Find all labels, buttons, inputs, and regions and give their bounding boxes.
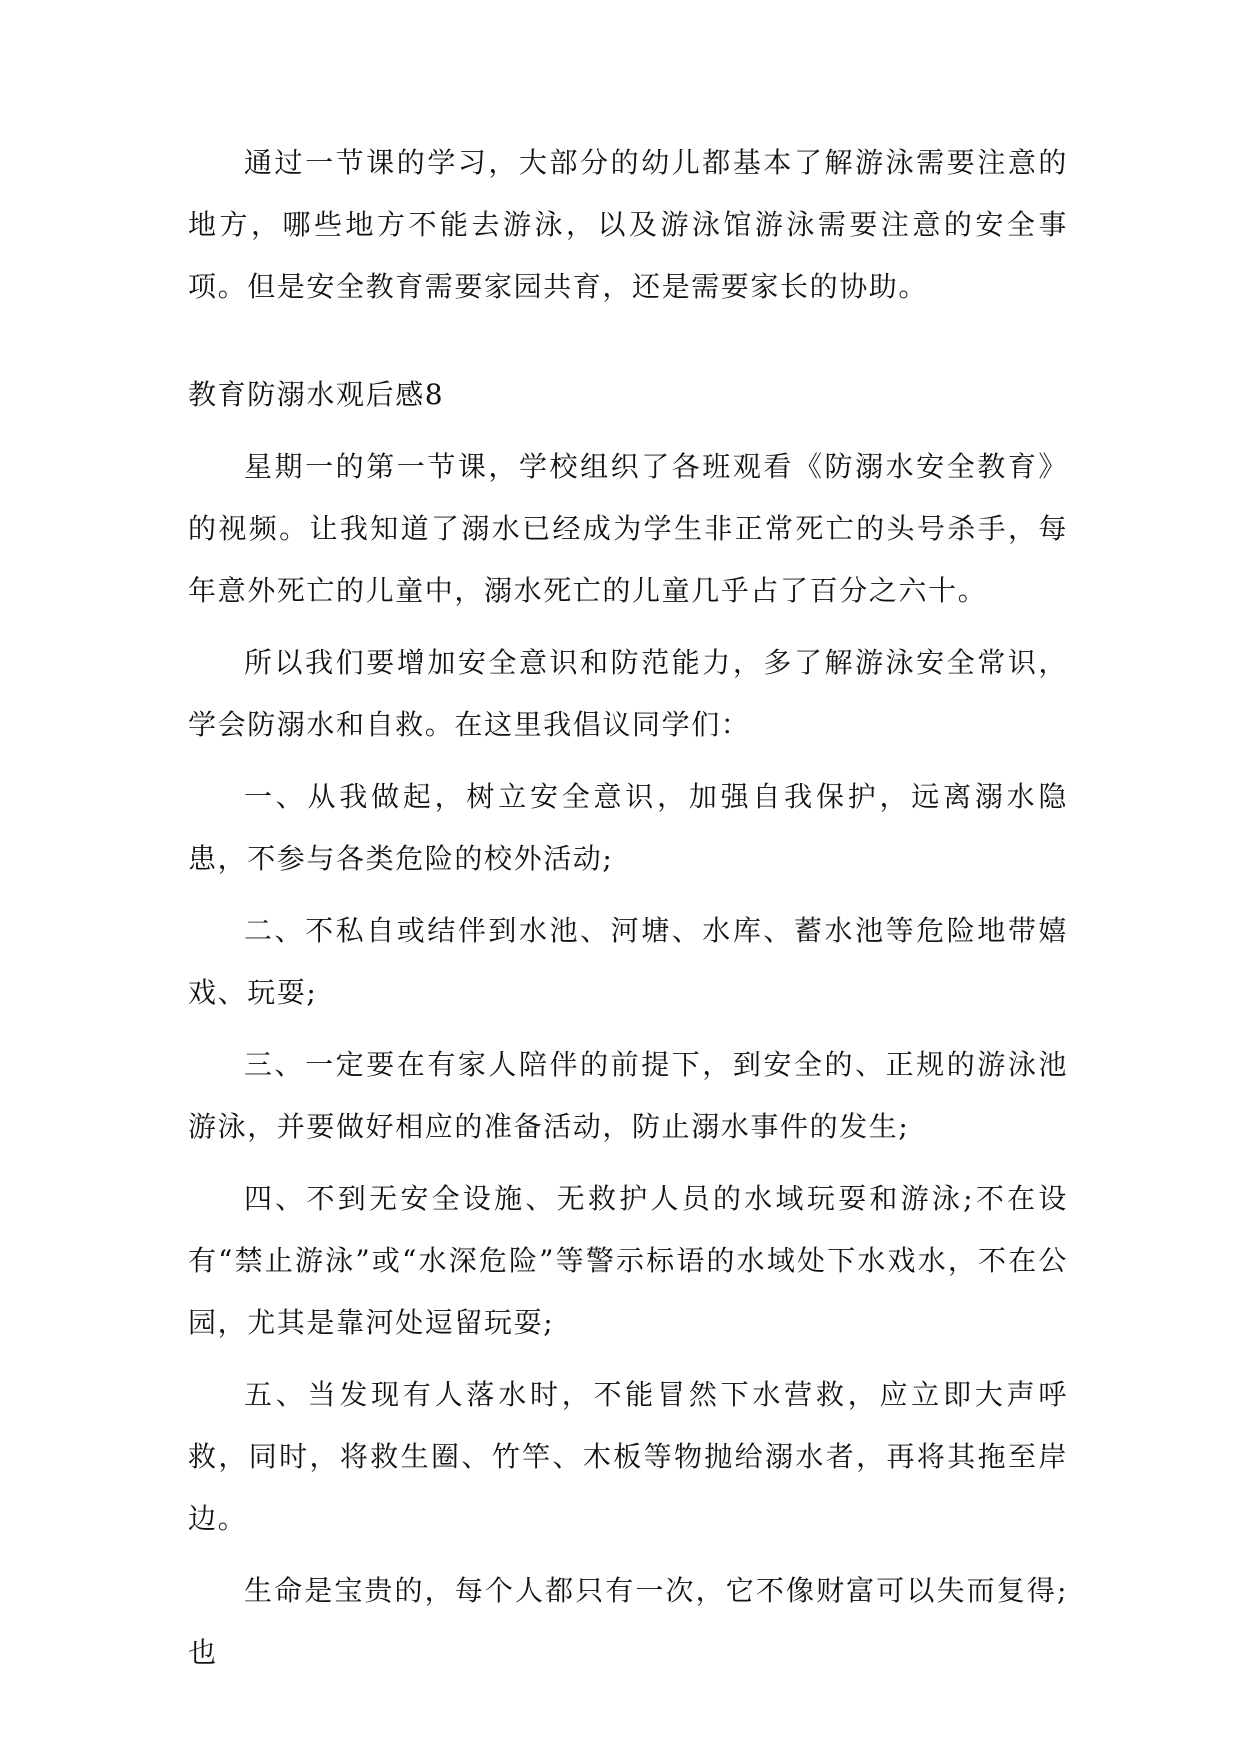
- paragraph-item-1: 一、从我做起，树立安全意识，加强自我保护，远离溺水隐患，不参与各类危险的校外活动;: [188, 780, 1068, 875]
- closing-paragraph: 通过一节课的学习，大部分的幼儿都基本了解游泳需要注意的地方，哪些地方不能去游泳，以及游泳馆游泳需要注意的安全事项。但是安全教育需要家园共育，还是需要家长的协助。: [188, 146, 1068, 303]
- paragraph-intro: 星期一的第一节课，学校组织了各班观看《防溺水安全教育》的视频。让我知道了溺水已经成为学生非正常死亡的头号杀手，每年意外死亡的儿童中，溺水死亡的儿童几乎占了百分之六十。: [188, 450, 1068, 607]
- paragraph-item-4: 四、不到无安全设施、无救护人员的水域玩耍和游泳;不在设有“禁止游泳”或“水深危险”等警示标语的水域处下水戏水，不在公园，尤其是靠河处逗留玩耍;: [188, 1182, 1068, 1339]
- paragraph-item-5: 五、当发现有人落水时，不能冒然下水营救，应立即大声呼救，同时，将救生圈、竹竿、木板等物抛给溺水者，再将其拖至岸边。: [188, 1378, 1068, 1535]
- paragraph-call: 所以我们要增加安全意识和防范能力，多了解游泳安全常识，学会防溺水和自救。在这里我倡议同学们：: [188, 646, 1068, 741]
- paragraph-item-2: 二、不私自或结伴到水池、河塘、水库、蓄水池等危险地带嬉戏、玩耍;: [188, 914, 1068, 1009]
- paragraph-item-3: 三、一定要在有家人陪伴的前提下，到安全的、正规的游泳池游泳，并要做好相应的准备活动，防止溺水事件的发生;: [188, 1048, 1068, 1143]
- paragraph-conclusion: 生命是宝贵的，每个人都只有一次，它不像财富可以失而复得;也: [188, 1574, 1068, 1669]
- section-title: 教育防溺水观后感8: [188, 378, 445, 411]
- second-section: [188, 364, 1068, 1684]
- first-section: [188, 132, 1068, 318]
